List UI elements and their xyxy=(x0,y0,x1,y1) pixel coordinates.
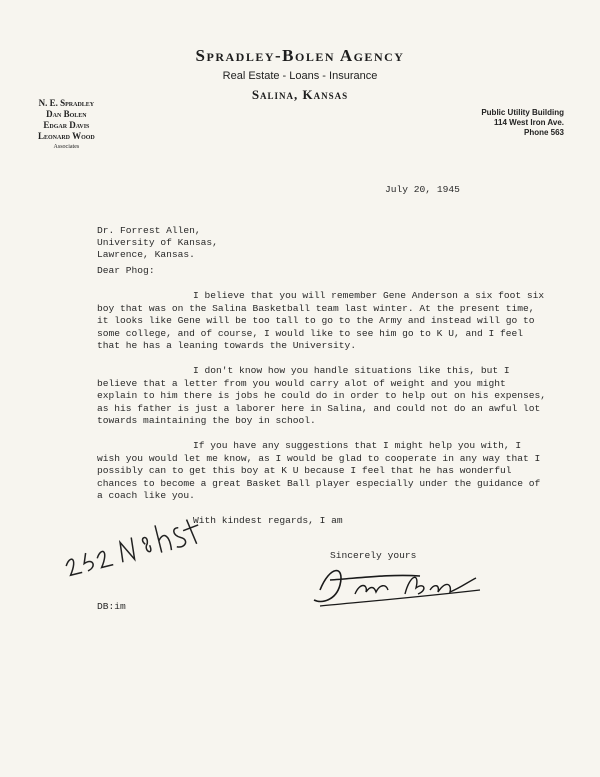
handwritten-address-note xyxy=(55,510,205,580)
associate-name: Edgar Davis xyxy=(43,120,90,130)
body-paragraph: I believe that you will remember Gene Anderson a six foot six boy that was on the Salina Basketball team last winter. At the present time, it looks like Gene will be too tall to go to the Army and instead will go to some college, and of course, I would like to see him go to K U, and I feel that he has a leaning towards the University. xyxy=(97,290,545,352)
recipient-line: Lawrence, Kansas. xyxy=(97,249,195,260)
typist-initials: DB:im xyxy=(97,601,126,612)
agency-city: Salina, Kansas xyxy=(251,87,349,102)
address-line: Public Utility Building xyxy=(481,108,564,117)
address-line: 114 West Iron Ave. xyxy=(494,118,564,127)
signoff: Sincerely yours xyxy=(330,550,417,561)
associate-name: N. E. Spradley xyxy=(38,98,95,108)
recipient-address xyxy=(97,225,218,261)
address-line: Phone 563 xyxy=(523,128,564,137)
associates-list xyxy=(38,98,95,153)
salutation: Dear Phog: xyxy=(97,265,155,276)
agency-name: Spradley-Bolen Agency xyxy=(195,46,405,65)
closing-line: With kindest regards, I am xyxy=(193,515,343,526)
body-paragraph: I don't know how you handle situations like this, but I believe that a letter from you would carry alot of weight and you might explain to him there is jobs he could do in order to help out on his expenses, as his father is just a laborer here in Salina, and could not do an awful lot towards maintaining the boy in school. xyxy=(97,365,547,427)
agency-services: Real Estate - Loans - Insurance xyxy=(222,70,378,82)
recipient-line: Dr. Forrest Allen, xyxy=(97,225,201,236)
associates-label: Associates xyxy=(53,144,80,150)
recipient-line: University of Kansas, xyxy=(97,237,218,248)
associate-name: Dan Bolen xyxy=(46,109,87,119)
body-paragraph: If you have any suggestions that I might help you with, I wish you would let me know, as I would be glad to cooperate in any way that I possibly can to get this boy at K U because I feel that he has wonderful chances to become a great Basket Ball player especially under the guidance of a coach like you. xyxy=(97,440,541,502)
signature xyxy=(300,560,500,610)
agency-address xyxy=(481,108,564,138)
associate-name: Leonard Wood xyxy=(38,131,95,141)
letter-date: July 20, 1945 xyxy=(385,184,460,195)
